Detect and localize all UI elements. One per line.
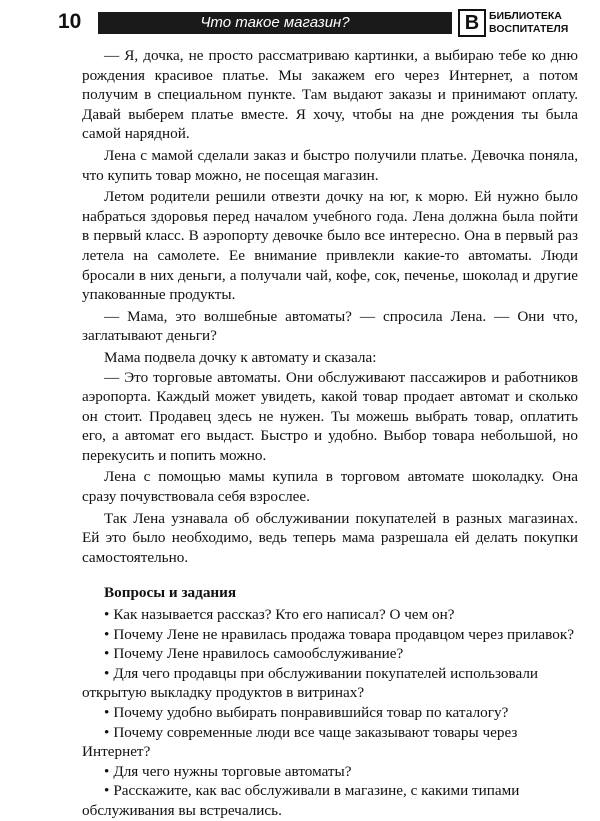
- question-text: Расскажите, как вас обслуживали в магазине, с какими типами обслуживания вы встречались.: [82, 782, 520, 819]
- questions-heading: Вопросы и задания: [104, 584, 237, 602]
- page-header: [58, 6, 578, 40]
- question-text: Как называется рассказ? Кто его написал? О чем он?: [113, 606, 455, 624]
- question-item: [82, 703, 578, 723]
- question-item: [82, 762, 578, 782]
- bullet-icon: •: [104, 723, 110, 741]
- paragraph: Так Лена узнавала об обслуживании покупателей в разных магазинах. Ей это было необходимо, ведь теперь мама разрешала ей делать покупки самостоятельно.: [82, 509, 578, 566]
- bullet-icon: •: [104, 704, 110, 721]
- question-item: [82, 625, 578, 645]
- series-logo: [458, 9, 580, 39]
- logo-line-2: ВОСПИТАТЕЛЯ: [489, 23, 569, 35]
- running-title: Что такое магазин?: [98, 12, 452, 34]
- bullet-icon: •: [104, 645, 110, 663]
- paragraph: — Мама, это волшебные автоматы? — спросила Лена. — Они что, заглатывают деньги?: [82, 307, 578, 345]
- question-text: Почему современные люди все чаще заказывают товары через Интернет?: [82, 723, 518, 761]
- logo-text: [489, 10, 568, 36]
- bullet-icon: •: [104, 625, 110, 643]
- question-item: [82, 664, 578, 703]
- bullet-icon: •: [104, 606, 110, 624]
- bullet-icon: •: [104, 762, 110, 780]
- question-text: Для чего продавцы при обслуживании покупателей использовали открытую выкладку продуктов в витринах?: [82, 664, 539, 702]
- question-text: Почему Лене не нравилась продажа товара продавцом через прилавок?: [113, 625, 574, 643]
- logo-letter-box: [458, 9, 486, 37]
- question-item: [82, 723, 578, 762]
- paragraph: Летом родители решили отвезти дочку на юг, к морю. Ей нужно было набраться здоровья перед началом учебного года. Лена должна была пойти в первый класс. В аэропорту девочке было все интересно. Она в первый раз летела на самолете. Ее внимание привлекли какие-то автоматы. Люди бросали в них деньги, а получали чай, кофе, сок, печенье, шоколад и другие упакованные продукты.: [82, 188, 578, 304]
- paragraph: Лена с мамой сделали заказ и быстро получили платье. Девочка поняла, что купить товар можно, не посещая магазин.: [82, 146, 578, 184]
- logo-line-1: БИБЛИОТЕКА: [489, 10, 562, 22]
- question-item: [82, 605, 578, 625]
- question-text: Почему Лене нравилось самообслуживание?: [113, 645, 404, 663]
- bullet-icon: •: [104, 782, 110, 800]
- paragraph: — Это торговые автоматы. Они обслуживают пассажиров и работников аэропорта. Каждый может увидеть, какой товар продает автомат и сколько он стоит. Продавец здесь не нужен. Ты можешь выбрать товар, оплатить его, а автомат его выдаст. Быстро и удобно. Выбор товара небольшой, но перекусить и попить можно.: [82, 368, 578, 464]
- page-number: 10: [58, 10, 82, 33]
- paragraph: Мама подвела дочку к автомату и сказала:: [104, 348, 377, 366]
- page-body: [82, 46, 578, 821]
- question-item: [82, 644, 578, 664]
- paragraph: — Я, дочка, не просто рассматриваю картинки, а выбираю тебе ко дню рождения красивое платье. Мы закажем его через Интернет, а потом получим в специальном пункте. Там выдают заказы и принимают оплату. Давай выберем платье вместе. Я хочу, чтобы на дне рождения ты была самой нарядной.: [82, 47, 578, 143]
- questions-list: [82, 605, 578, 821]
- question-item: [82, 781, 578, 820]
- paragraph: Лена с помощью мамы купила в торговом автомате шоколадку. Она сразу почувствовала себя взрослее.: [82, 468, 578, 506]
- question-text: Почему удобно выбирать понравившийся товар по каталогу?: [113, 704, 509, 721]
- logo-letter: B: [464, 12, 480, 34]
- bullet-icon: •: [104, 664, 110, 682]
- question-text: Для чего нужны торговые автоматы?: [113, 762, 352, 780]
